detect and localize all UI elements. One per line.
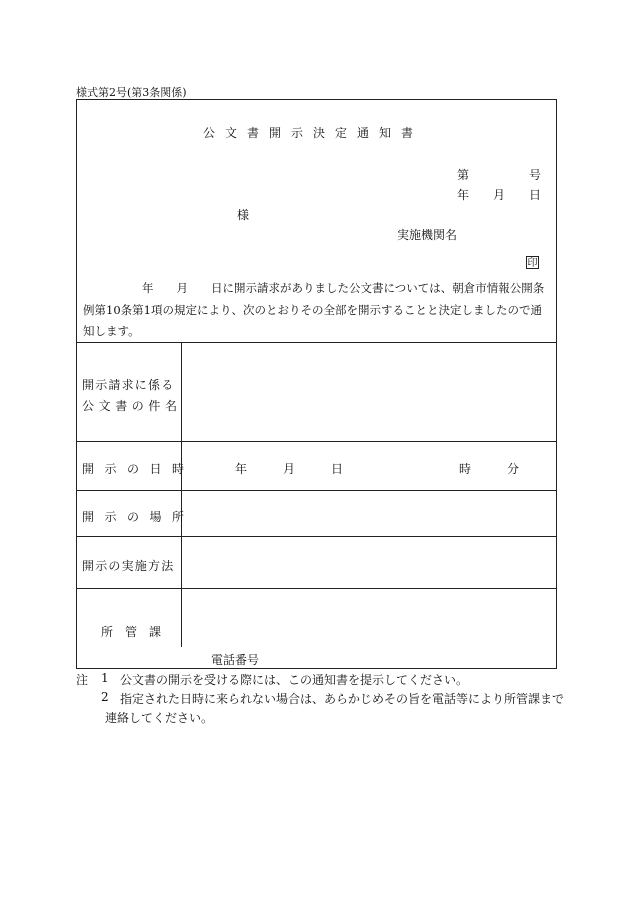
row-divider-1 (76, 441, 557, 442)
body-line-1: 年 月 日に開示請求がありました公文書については、朝倉市情報公開条 (142, 281, 545, 295)
table-top-line (76, 342, 557, 343)
seal-icon: 印 (527, 258, 538, 269)
form-title: 公文書開示決定通知書 (203, 126, 424, 140)
datetime-hour: 時 (459, 462, 472, 476)
number-prefix: 第 (457, 168, 470, 182)
row-divider-3 (76, 536, 557, 537)
method-label: 開示の実施方法 (82, 559, 175, 573)
row-divider-4 (76, 588, 557, 589)
document-name-label-1: 開示請求に係る (82, 378, 175, 392)
row-divider-2 (76, 490, 557, 491)
note-1-text: 公文書の開示を受ける際には、この通知書を提示してください。 (120, 673, 469, 687)
addressee-suffix: 様 (237, 208, 250, 222)
note-2-text-2: 連絡してください。 (105, 711, 214, 725)
datetime-day: 日 (331, 462, 344, 476)
note-2-number: 2 (101, 690, 109, 704)
form-label: 様式第2号(第3条関係) (76, 86, 187, 99)
date-year: 年 (457, 188, 470, 202)
note-2-text-1: 指定された日時に来られない場合は、あらかじめその旨を電話等により所管課まで (120, 692, 565, 706)
body-line-3: 知します。 (83, 324, 140, 338)
body-line-2: 例第10条第1項の規定により、次のとおりその全部を開示することと決定しましたので通 (83, 303, 542, 317)
document-name-label-2: 公文書の件名 (82, 399, 182, 413)
date-day: 日 (529, 188, 542, 202)
datetime-minute: 分 (507, 462, 520, 476)
datetime-year: 年 (235, 462, 248, 476)
department-label: 所管課 (101, 625, 174, 639)
datetime-month: 月 (283, 462, 296, 476)
place-label: 開示の場所 (82, 510, 195, 524)
phone-label: 電話番号 (211, 653, 260, 667)
agency-label: 実施機関名 (397, 228, 458, 242)
table-column-divider (181, 342, 182, 647)
date-month: 月 (493, 188, 506, 202)
number-suffix: 号 (529, 168, 542, 182)
notes-prefix: 注 (76, 673, 89, 687)
note-1-number: 1 (101, 671, 109, 685)
datetime-label: 開示の日時 (82, 462, 195, 476)
